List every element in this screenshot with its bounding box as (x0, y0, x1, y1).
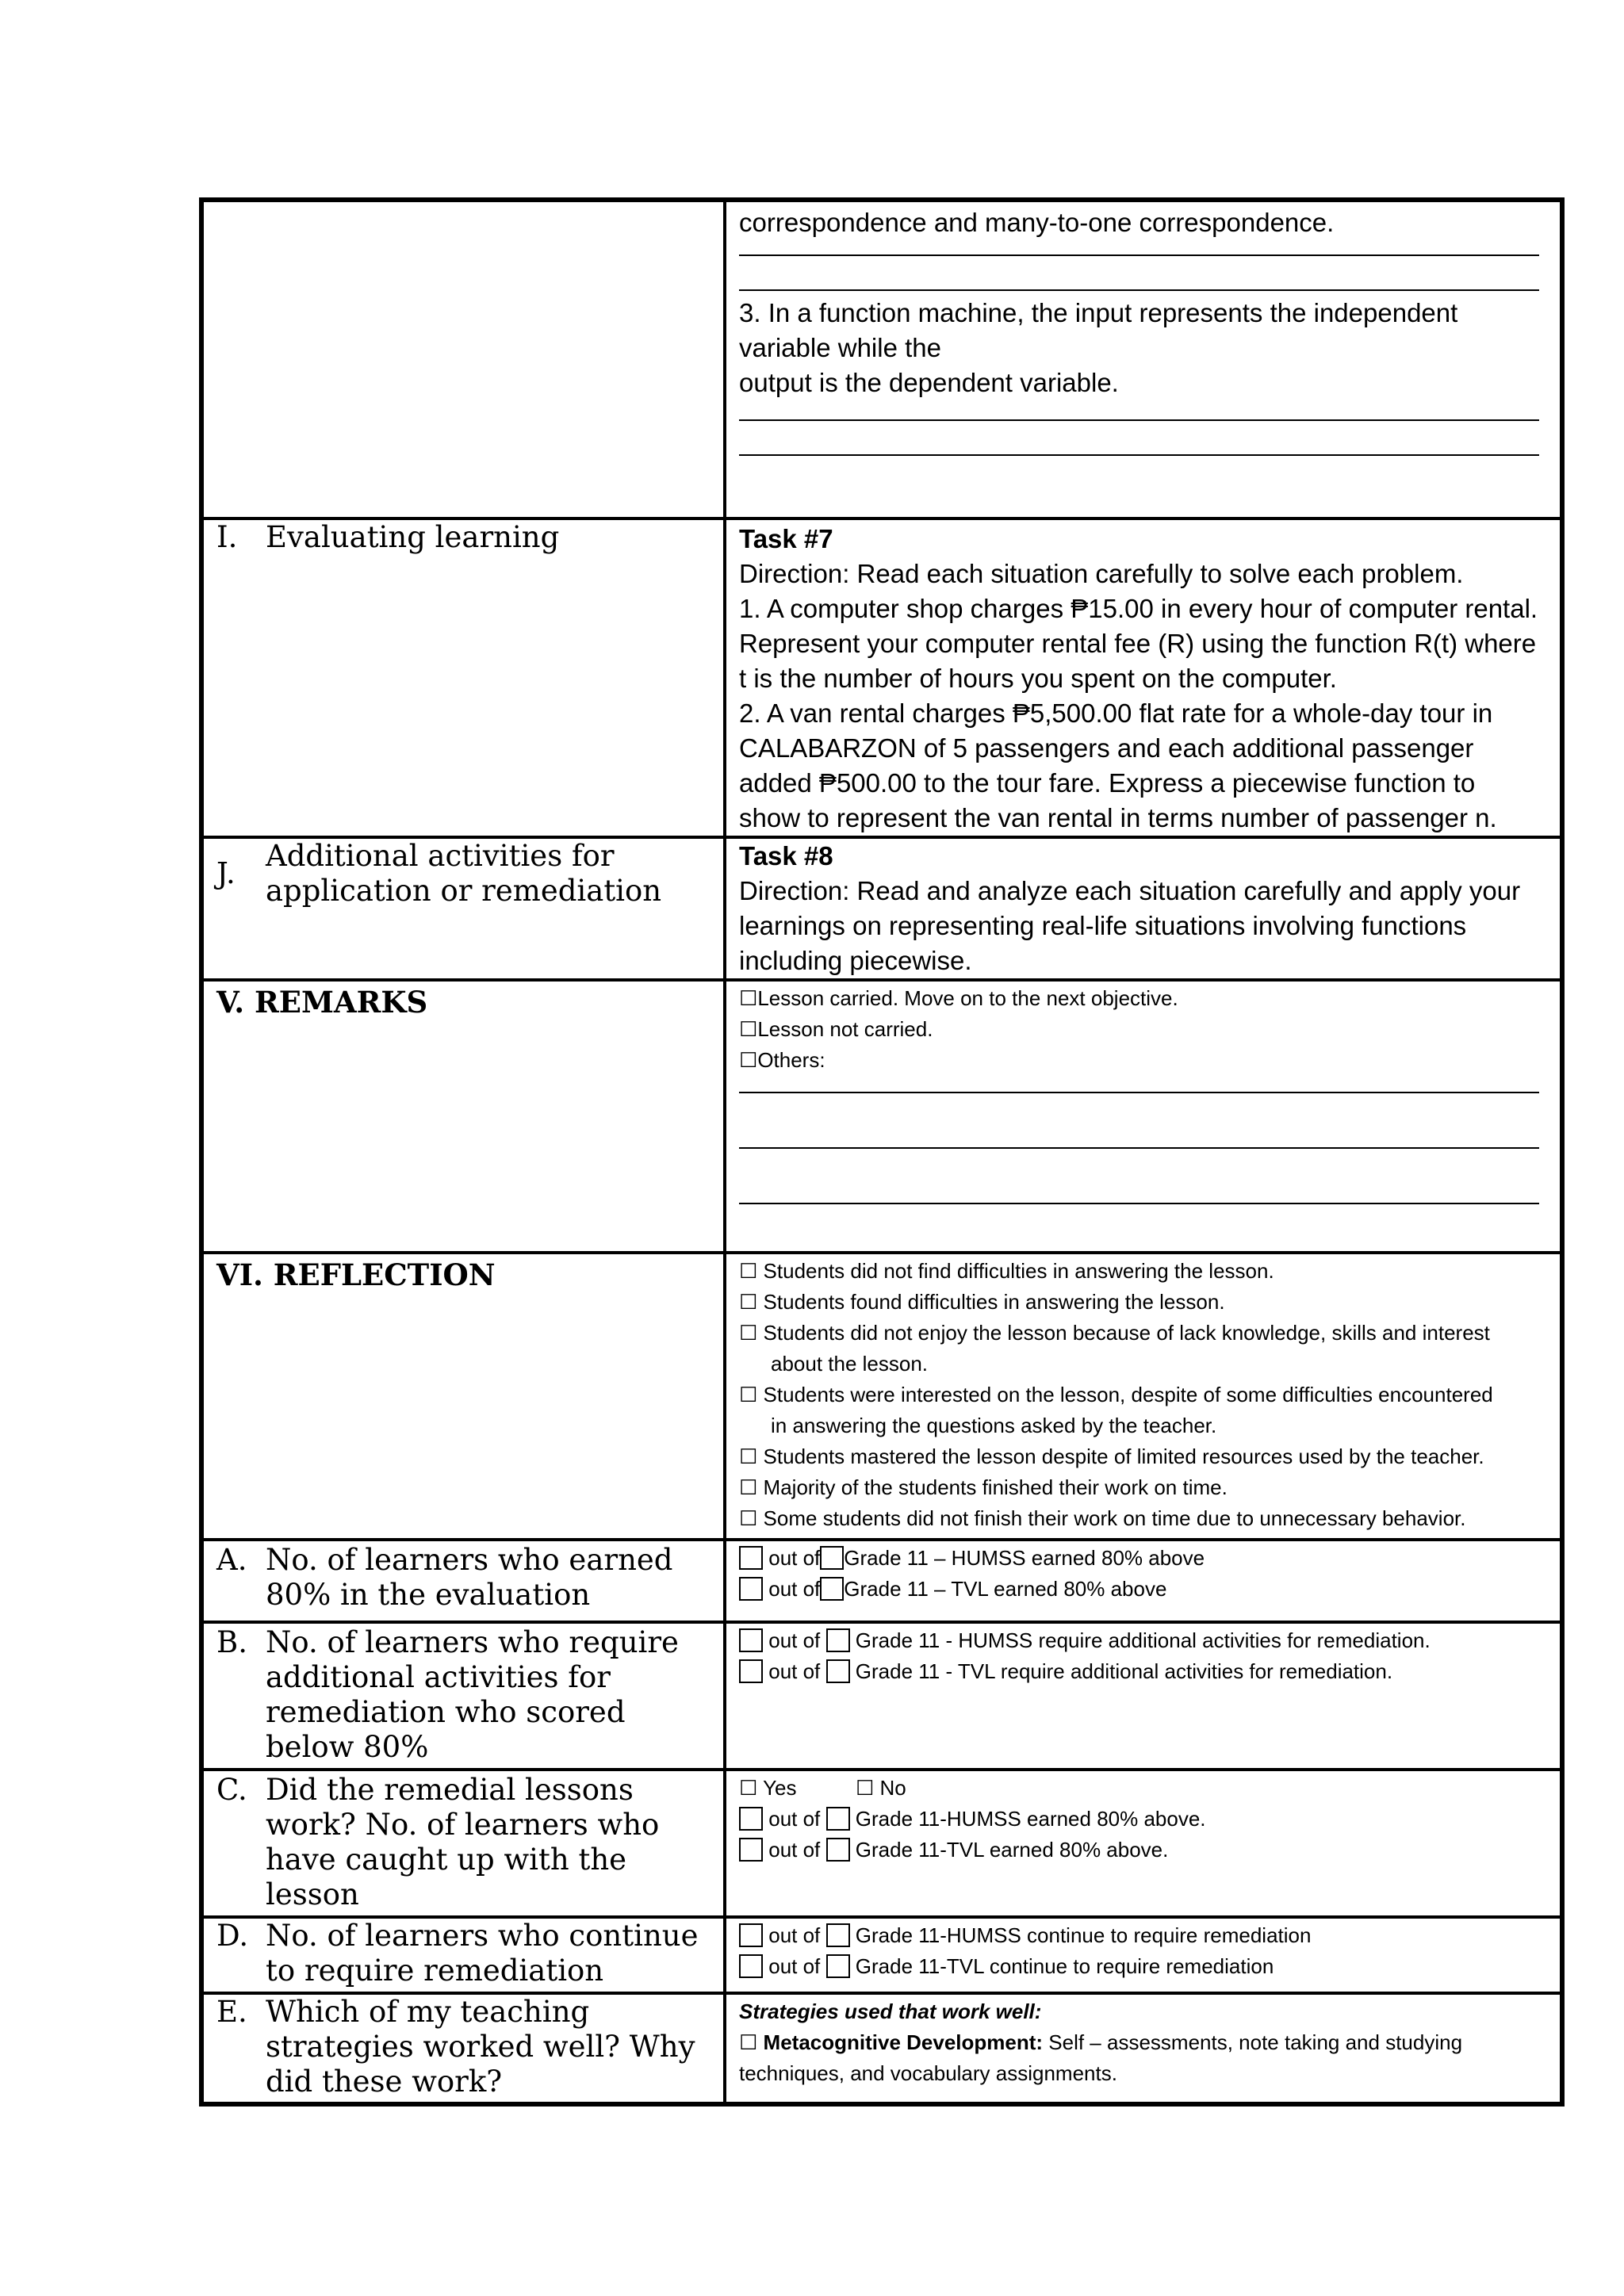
no-option[interactable]: ☐ No (855, 1776, 906, 1800)
count-box[interactable] (739, 1954, 763, 1978)
row-label: No. of learners who earned 80% in the evaluation (266, 1543, 673, 1612)
grade-line-tvl: Grade 11-TVL earned 80% above. (855, 1838, 1169, 1862)
grade-line-tvl: Grade 11-TVL continue to require remediation (855, 1954, 1274, 1978)
checkbox-icon[interactable]: ☐ (739, 1506, 758, 1530)
content-cell-require-additional: out of Grade 11 - HUMSS require additional activities for remediation. out of Grade 11 - TVL require additional activities for remediation. (725, 1622, 1562, 1770)
table-row (201, 1253, 1562, 1540)
reflection-option[interactable]: ☐ Students did not enjoy the lesson because of lack knowledge, skills and interest (739, 1321, 1490, 1345)
answer-line[interactable] (739, 254, 1539, 256)
row-label: No. of learners who continue to require remediation (266, 1919, 699, 1988)
grade-line-tvl: Grade 11 - TVL require additional activities for remediation. (855, 1659, 1393, 1683)
table-row (201, 837, 1562, 980)
label-cell-teaching-strategies (201, 1993, 725, 2104)
grade-line-humss: Grade 11 - HUMSS require additional activities for remediation. (855, 1628, 1431, 1652)
task-direction: Direction: Read and analyze each situation carefully and apply your learnings on representing real-life situations involving functions including piecewise. (739, 876, 1521, 975)
total-box[interactable] (826, 1659, 850, 1683)
content-cell-task-7 (725, 519, 1562, 837)
checkbox-icon[interactable]: ☐ (739, 1475, 758, 1499)
answer-line[interactable] (739, 1147, 1539, 1149)
total-box[interactable] (820, 1577, 844, 1601)
table-row (201, 1917, 1562, 1993)
reflection-option-cont: about the lesson. (771, 1352, 929, 1376)
reflection-heading: VI. REFLECTION (216, 1257, 496, 1292)
statement-text-cont: output is the dependent variable. (739, 368, 1119, 397)
reflection-option-cont: in answering the questions asked by the teacher. (771, 1414, 1217, 1437)
reflection-option[interactable]: ☐ Students did not find difficulties in answering the lesson. (739, 1259, 1274, 1283)
answer-line[interactable] (739, 1203, 1539, 1204)
total-box[interactable] (820, 1546, 844, 1570)
checkbox-icon[interactable]: ☐ (739, 1290, 758, 1314)
count-box[interactable] (739, 1628, 763, 1652)
checkbox-icon[interactable]: ☐ (739, 1259, 758, 1283)
checkbox-icon[interactable]: ☐ (739, 1776, 758, 1800)
label-cell-continue-remediation (201, 1917, 725, 1993)
grade-line-humss: Grade 11-HUMSS earned 80% above. (855, 1807, 1206, 1831)
count-box[interactable] (739, 1807, 763, 1831)
table-row (201, 519, 1562, 837)
count-box[interactable] (739, 1546, 763, 1570)
total-box[interactable] (826, 1954, 850, 1978)
row-label: Which of my teaching strategies worked well? Why did these work? (266, 1995, 695, 2099)
row-marker: D. (216, 1919, 249, 1953)
table-row (201, 1540, 1562, 1622)
row-marker: B. (216, 1625, 247, 1659)
checkbox-icon[interactable]: ☐ (739, 1048, 758, 1072)
count-box[interactable] (739, 1923, 763, 1947)
row-marker: J. (216, 856, 236, 890)
task-title: Task #7 (739, 524, 833, 553)
row-label: Evaluating learning (266, 520, 560, 554)
strategies-title: Strategies used that work well: (739, 1999, 1042, 2023)
reflection-option[interactable]: ☐ Majority of the students finished their work on time. (739, 1475, 1228, 1499)
label-cell-require-additional (201, 1622, 725, 1770)
remarks-heading-cell (201, 980, 725, 1253)
checkbox-icon[interactable]: ☐ (739, 2030, 758, 2054)
total-box[interactable] (826, 1628, 850, 1652)
remarks-option-others[interactable]: ☐Others: (739, 1048, 825, 1072)
strategy-name: Metacognitive Development: (763, 2030, 1044, 2054)
content-cell-learners-earned-80: out of Grade 11 – HUMSS earned 80% above out of Grade 11 – TVL earned 80% above (725, 1540, 1562, 1622)
reflection-option[interactable]: ☐ Students were interested on the lesson, despite of some difficulties encountered (739, 1383, 1493, 1406)
row-label: Did the remedial lessons work? No. of learners who have caught up with the lesson (266, 1773, 660, 1911)
label-cell-evaluating-learning (201, 519, 725, 837)
label-cell-additional-activities (201, 837, 725, 980)
remarks-option-lesson-carried[interactable]: ☐Lesson carried. Move on to the next objective. (739, 986, 1178, 1010)
answer-line[interactable] (739, 1092, 1539, 1093)
task-direction: Direction: Read each situation carefully to solve each problem. (739, 559, 1464, 588)
checkbox-icon[interactable]: ☐ (739, 1017, 758, 1041)
reflection-option[interactable]: ☐ Some students did not finish their work on time due to unnecessary behavior. (739, 1506, 1466, 1530)
lesson-plan-table (199, 197, 1565, 2107)
table-row (201, 1770, 1562, 1917)
content-cell-task-8 (725, 837, 1562, 980)
label-cell-remedial-lessons (201, 1770, 725, 1917)
table-row (201, 200, 1562, 519)
row-label: Additional activities for application or remediation (266, 839, 662, 908)
total-box[interactable] (826, 1838, 850, 1862)
table-row (201, 1993, 1562, 2104)
row-marker: E. (216, 1995, 247, 2029)
empty-label-cell (201, 200, 725, 519)
content-cell-continue-remediation: out of Grade 11-HUMSS continue to require remediation out of Grade 11-TVL continue to require remediation (725, 1917, 1562, 1993)
checkbox-icon[interactable]: ☐ (739, 1383, 758, 1406)
yes-option[interactable]: ☐ Yes (739, 1776, 797, 1800)
content-cell-remedial-lessons: ☐ Yes ☐ No out of Grade 11-HUMSS earned 80% above. out of Grade 11-TVL earned 80% above. (725, 1770, 1562, 1917)
reflection-option[interactable]: ☐ Students mastered the lesson despite of limited resources used by the teacher. (739, 1445, 1484, 1468)
checkbox-icon[interactable]: ☐ (739, 986, 758, 1010)
strategy-item[interactable] (739, 2027, 1539, 2089)
reflection-heading-cell (201, 1253, 725, 1540)
count-box[interactable] (739, 1577, 763, 1601)
row-marker: I. (216, 520, 238, 554)
remarks-option-lesson-not-carried[interactable]: ☐Lesson not carried. (739, 1017, 933, 1041)
row-marker: A. (216, 1543, 247, 1577)
continuation-text: correspondence and many-to-one correspondence. (739, 208, 1335, 237)
count-box[interactable] (739, 1659, 763, 1683)
reflection-content-cell (725, 1253, 1562, 1540)
grade-line-tvl: Grade 11 – TVL earned 80% above (844, 1577, 1167, 1601)
reflection-option[interactable]: ☐ Students found difficulties in answering the lesson. (739, 1290, 1225, 1314)
content-cell-teaching-strategies (725, 1993, 1562, 2104)
answer-line[interactable] (739, 419, 1539, 421)
answer-line[interactable] (739, 289, 1539, 291)
task-item-2: 2. A van rental charges ₱5,500.00 flat rate for a whole-day tour in CALABARZON of 5 passengers and each additional passenger added ₱500.00 to the tour fare. Express a piecewise function to show to represent the van rental in terms number of passenger n. (739, 698, 1497, 832)
row-label: No. of learners who require additional activities for remediation who scored below 80% (266, 1625, 679, 1764)
row-marker: C. (216, 1773, 247, 1807)
grade-line-humss: Grade 11 – HUMSS earned 80% above (844, 1546, 1205, 1570)
checkbox-icon[interactable]: ☐ (739, 1445, 758, 1468)
task-title: Task #8 (739, 841, 833, 871)
checkbox-icon[interactable]: ☐ (855, 1776, 875, 1800)
table-row (201, 1622, 1562, 1770)
strategy-description: Self – assessments, note taking and studying techniques, and vocabulary assignments. (739, 2030, 1463, 2085)
grade-line-humss: Grade 11-HUMSS continue to require remediation (855, 1923, 1312, 1947)
checkbox-icon[interactable]: ☐ (739, 1321, 758, 1345)
continuation-cell (725, 200, 1562, 519)
count-box[interactable] (739, 1838, 763, 1862)
total-box[interactable] (826, 1923, 850, 1947)
task-item-1: 1. A computer shop charges ₱15.00 in every hour of computer rental. Represent your computer rental fee (R) using the function R(t) where t is the number of hours you spent on the computer. (739, 594, 1538, 693)
remarks-content-cell (725, 980, 1562, 1253)
answer-line[interactable] (739, 454, 1539, 456)
total-box[interactable] (826, 1807, 850, 1831)
label-cell-learners-earned-80 (201, 1540, 725, 1622)
remarks-heading: V. REMARKS (216, 985, 428, 1020)
table-row (201, 980, 1562, 1253)
statement-text: 3. In a function machine, the input represents the independent variable while the (739, 298, 1458, 362)
